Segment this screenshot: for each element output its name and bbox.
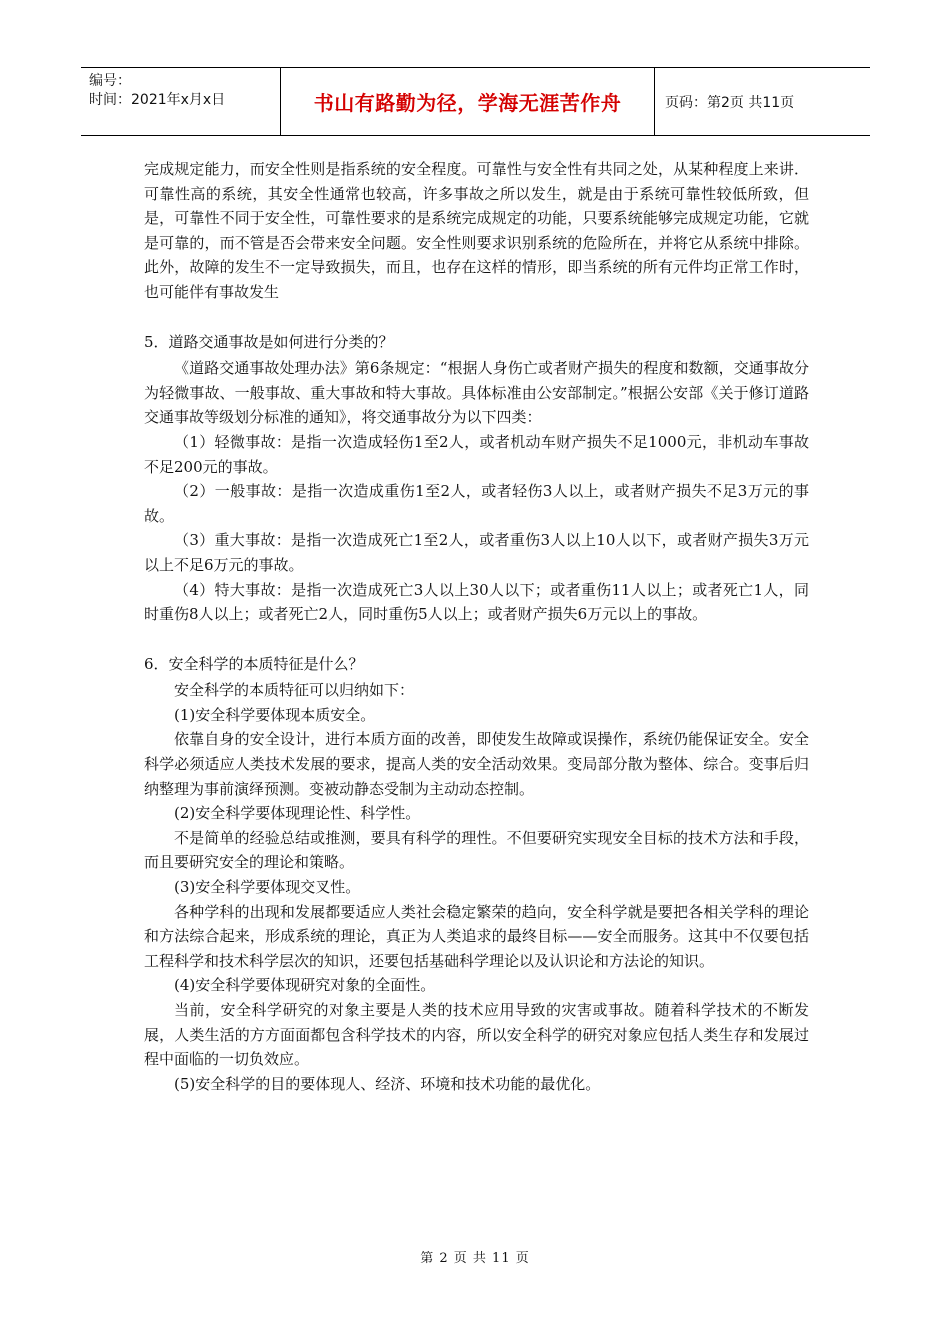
feature-2-title: (2)安全科学要体现理论性、科学性。 bbox=[174, 804, 421, 823]
feature-2-body: 不是简单的经验总结或推测，要具有科学的理性。不但要研究实现安全目标的技术方法和手段，而且要研究安全的理论和策略。 bbox=[144, 828, 809, 872]
page-header bbox=[81, 67, 870, 136]
feature-1-title: (1)安全科学要体现本质安全。 bbox=[174, 705, 376, 724]
page-footer-number: 第 2 页 共 11 页 bbox=[420, 1251, 530, 1266]
document-body bbox=[144, 157, 809, 1096]
document-date: 时间：2021年x月x日 bbox=[89, 92, 226, 108]
feature-1-body: 依靠自身的安全设计，进行本质方面的改善，即使发生故障或误操作，系统仍能保证安全。安全科学必须适应人类技术发展的要求，提高人类的安全活动效果。变局部分散为整体、综合。变事后归纳整理为事前演绎预测。变被动静态受制为主动动态控制。 bbox=[144, 730, 809, 798]
accident-class-general: （2）一般事故：是指一次造成重伤1至2人，或者轻伤3人以上，或者财产损失不足3万元的事故。 bbox=[144, 482, 809, 525]
header-motto-cell bbox=[281, 68, 655, 135]
header-meta bbox=[81, 68, 281, 135]
feature-4-body: 当前，安全科学研究的对象主要是人类的技术应用导致的灾害或事故。随着科学技术的不断发展，人类生活的方方面面都包含科学技术的内容，所以安全科学的研究对象应包括人类生存和发展过程中面临的一切负效应。 bbox=[144, 1001, 809, 1069]
header-motto: 书山有路勤为径，学海无涯苦作舟 bbox=[313, 91, 622, 115]
continuation-paragraph: 完成规定能力，而安全性则是指系统的安全程度。可靠性与安全性有共同之处，从某种程度上来讲．可靠性高的系统，其安全性通常也较高，许多事故之所以发生，就是由于系统可靠性较低所致，但是，可靠性不同于安全性，可靠性要求的是系统完成规定的功能，只要系统能够完成规定功能，它就是可靠的，而不管是否会带来安全问题。安全性则要求识别系统的危险所在，并将它从系统中排除。此外，故障的发生不一定导致损失，而且，也存在这样的情形，即当系统的所有元件均正常工作时，也可能伴有事故发生 bbox=[144, 160, 809, 301]
accident-class-minor: （1）轻微事故：是指一次造成轻伤1至2人，或者机动车财产损失不足1000元，非机动车事故不足200元的事故。 bbox=[144, 432, 809, 476]
feature-3-body: 各种学科的出现和发展都要适应人类社会稳定繁荣的趋向，安全科学就是要把各相关学科的理论和方法综合起来，形成系统的理论，真正为人类追求的最终目标——安全而服务。这其中不仅要包括工程科学和技术科学层次的知识，还要包括基础科学理论以及认识论和方法论的知识。 bbox=[144, 902, 809, 970]
feature-3-title: (3)安全科学要体现交叉性。 bbox=[174, 878, 361, 897]
feature-4-title: (4)安全科学要体现研究对象的全面性。 bbox=[174, 976, 436, 995]
question-6-heading: 6．安全科学的本质特征是什么？ bbox=[144, 654, 364, 673]
question-5-heading: 5．道路交通事故是如何进行分类的？ bbox=[144, 332, 394, 351]
header-page-info: 页码：第2页 共11页 bbox=[665, 94, 795, 111]
question-6-intro: 安全科学的本质特征可以归纳如下： bbox=[174, 681, 415, 700]
accident-class-serious: （3）重大事故：是指一次造成死亡1至2人，或者重伤3人以上10人以下，或者财产损失3万元以上不足6万元的事故。 bbox=[144, 531, 809, 574]
document-number-label: 编号： bbox=[89, 73, 131, 89]
question-5-intro: 《道路交通事故处理办法》第6条规定：“根据人身伤亡或者财产损失的程度和数额，交通事故分为轻微事故、一般事故、重大事故和特大事故。具体标准由公安部制定。”根据公安部《关于修订道路交通事故等级划分标准的通知》，将交通事故分为以下四类： bbox=[144, 359, 809, 427]
feature-5-title: (5)安全科学的目的要体现人、经济、环境和技术功能的最优化。 bbox=[174, 1074, 601, 1093]
accident-class-major: （4）特大事故：是指一次造成死亡3人以上30人以下；或者重伤11人以上；或者死亡1人，同时重伤8人以上；或者死亡2人，同时重伤5人以上；或者财产损失6万元以上的事故。 bbox=[144, 580, 809, 624]
